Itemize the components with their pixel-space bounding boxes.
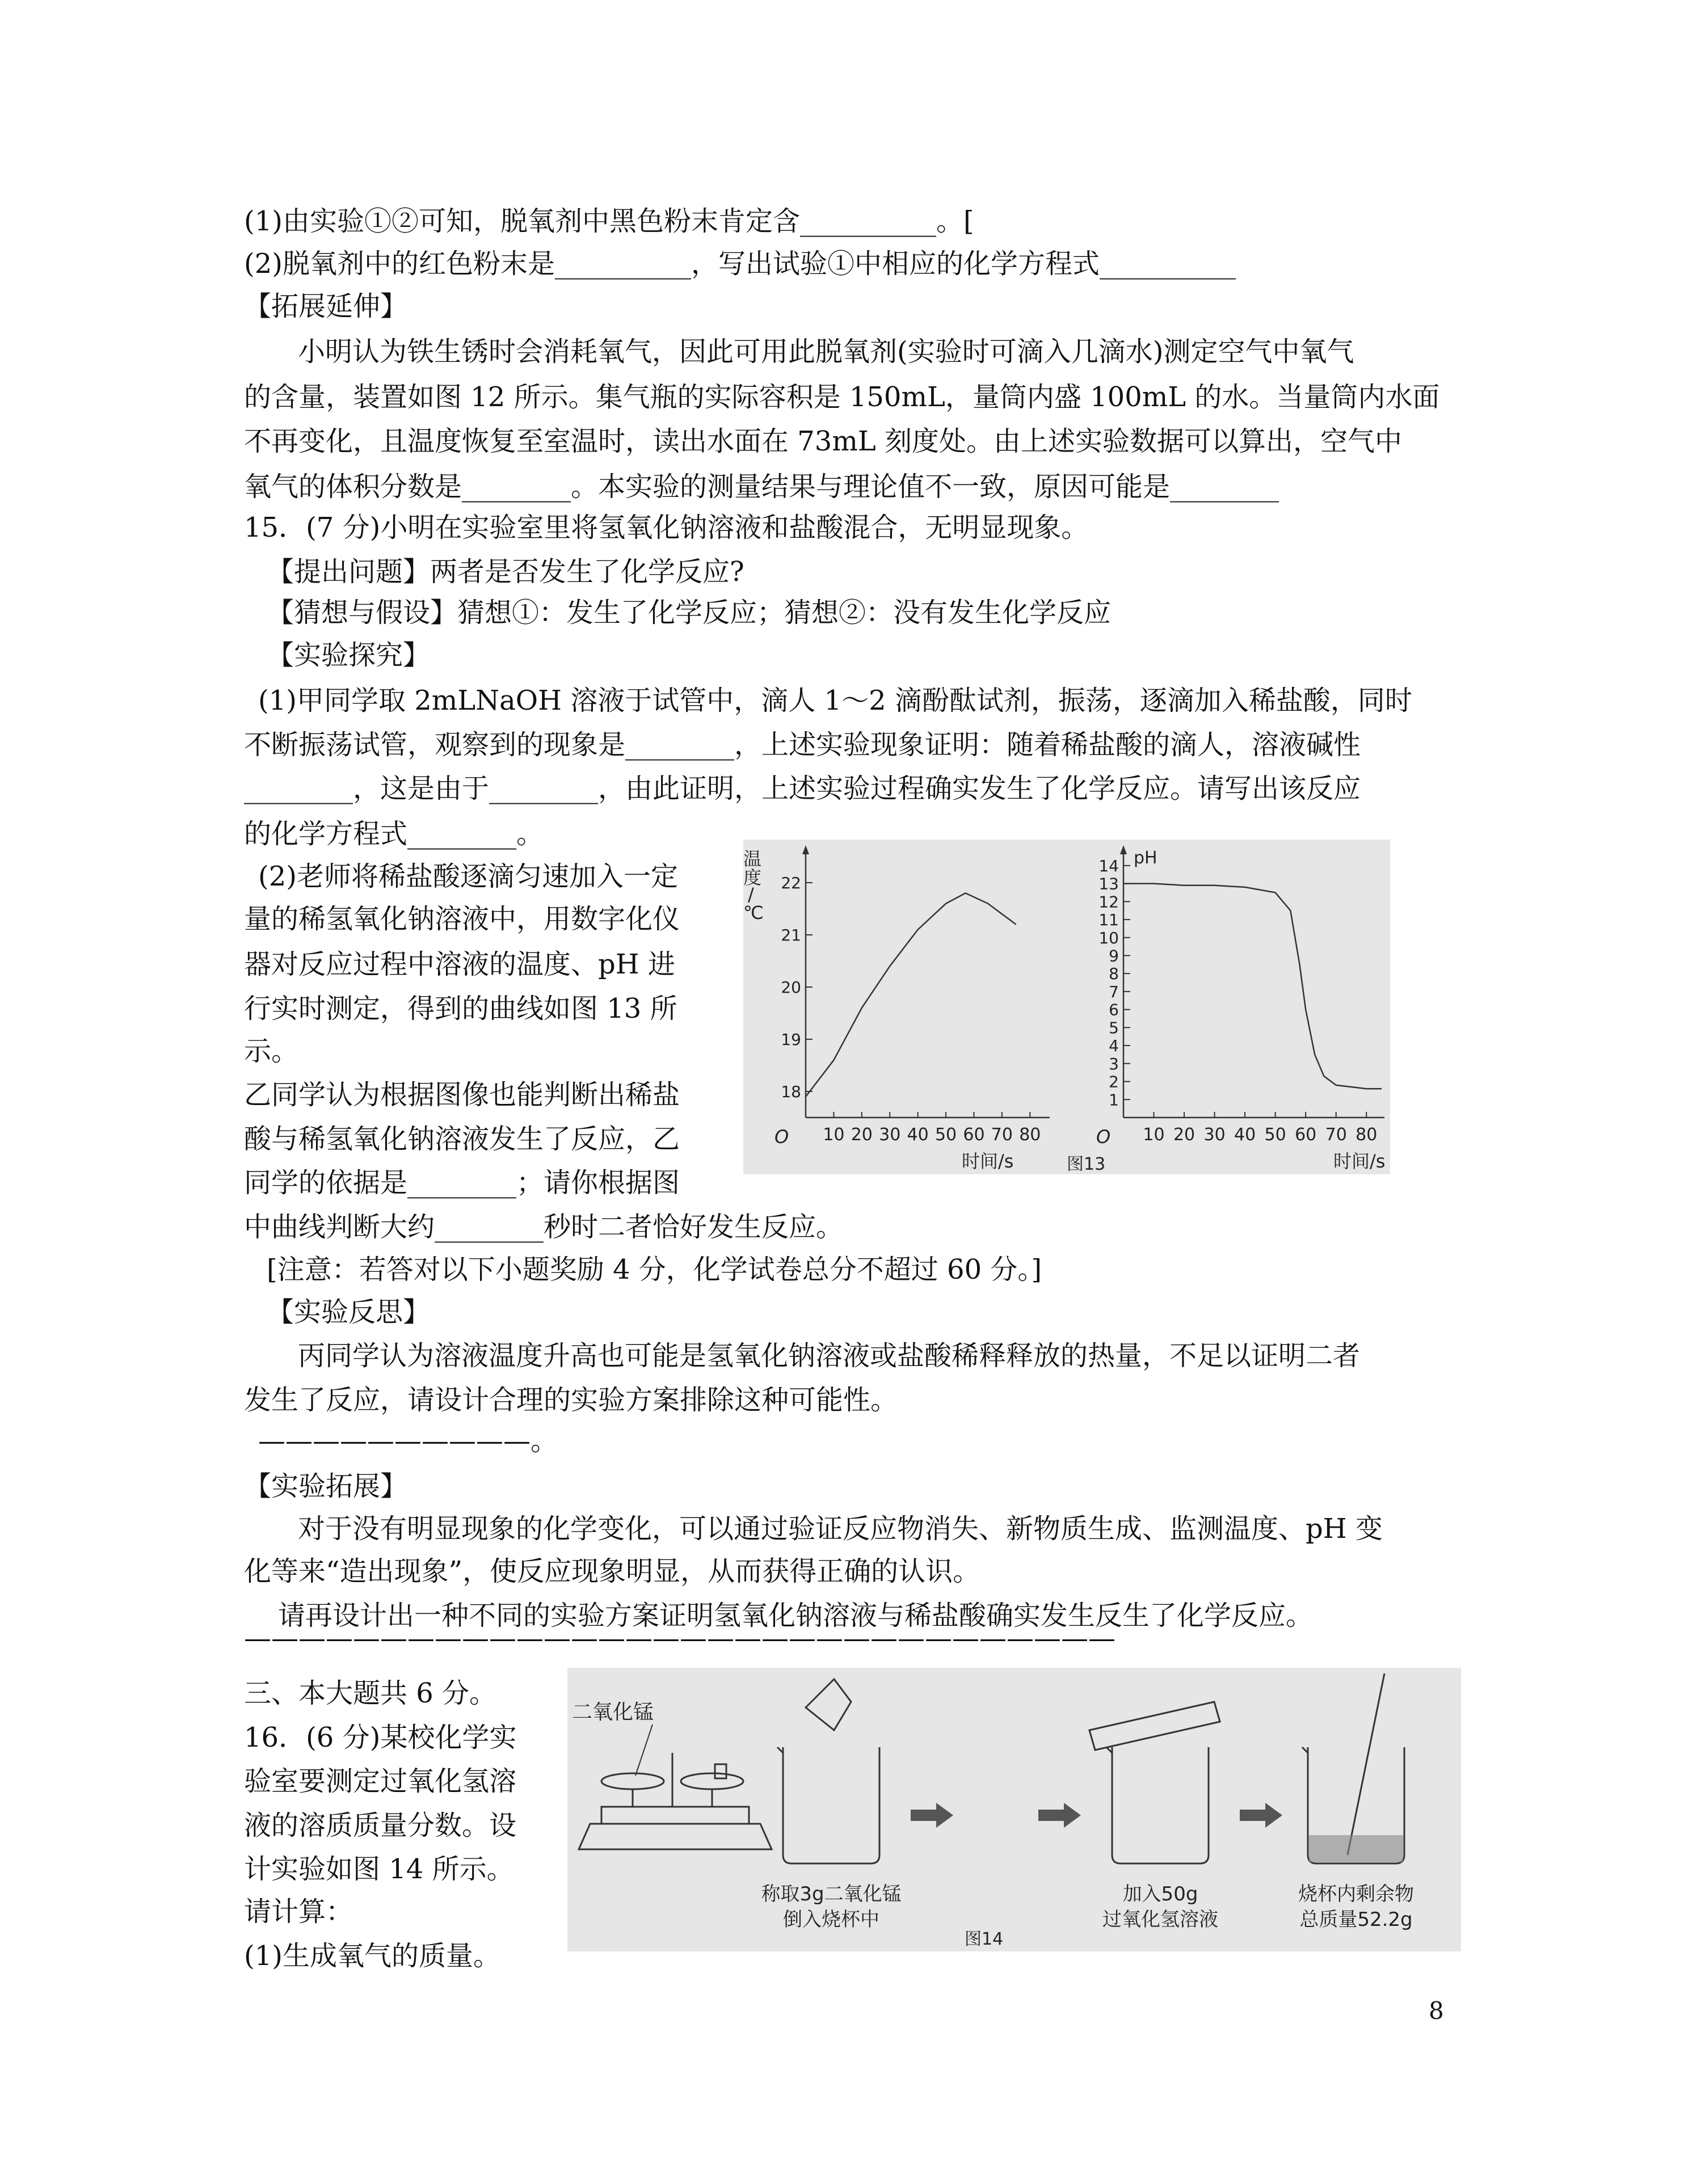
arrow-icon bbox=[1240, 1803, 1282, 1828]
paragraph-line: 对于没有明显现象的化学变化，可以通过验证反应物消失、新物质生成、监测温度、pH 变 bbox=[298, 1513, 1383, 1545]
temp-xtick-label: 50 bbox=[934, 1125, 957, 1145]
paragraph-line: 器对反应过程中溶液的温度、pH 进 bbox=[244, 948, 675, 980]
ph-xtick-label: 70 bbox=[1325, 1125, 1347, 1145]
bonus-note: [注意：若答对以下小题奖励 4 分，化学试卷总分不超过 60 分。] bbox=[267, 1254, 1042, 1285]
ph-ytick-label: 9 bbox=[1109, 946, 1119, 965]
temp-xtick-label: 30 bbox=[879, 1125, 901, 1145]
ph-ytick-label: 10 bbox=[1098, 928, 1119, 947]
paragraph-line: 行实时测定，得到的曲线如图 13 所 bbox=[244, 993, 677, 1024]
paragraph-line: 中曲线判断大约________秒时二者恰好发生反应。 bbox=[244, 1211, 844, 1243]
temperature-curve bbox=[806, 893, 1016, 1097]
ph-xtick-label: 60 bbox=[1295, 1125, 1317, 1145]
ph-ytick-label: 6 bbox=[1109, 1000, 1119, 1019]
temp-xtick-label: 40 bbox=[907, 1125, 929, 1145]
time-xlabel: 时间/s bbox=[962, 1150, 1014, 1172]
figure-14-svg bbox=[567, 1668, 1461, 1951]
step3-caption: 总质量52.2g bbox=[1299, 1908, 1413, 1931]
temp-xtick-label: 20 bbox=[851, 1125, 873, 1145]
paragraph-line: 液的溶质质量分数。设 bbox=[244, 1810, 517, 1841]
temp-xtick-label: 10 bbox=[823, 1125, 845, 1145]
paragraph-line: 不断振荡试管，观察到的现象是________，上述实验现象证明：随着稀盐酸的滴人，溶液碱性 bbox=[244, 729, 1361, 761]
section-tuozhan: 【拓展延伸】 bbox=[244, 290, 408, 322]
temp-y-arrow bbox=[802, 845, 809, 854]
paragraph-line: 的含量，装置如图 12 所示。集气瓶的实际容积是 150mL，量筒内盛 100mL 的水。当量筒内水面 bbox=[244, 381, 1440, 413]
paragraph-line: ________，这是由于________，由此证明，上述实验过程确实发生了化学反应。请写出该反应 bbox=[244, 773, 1361, 804]
paragraph-line: 氧气的体积分数是________。本实验的测量结果与理论值不一致，原因可能是________ bbox=[244, 471, 1279, 503]
paragraph-line: 示。 bbox=[244, 1035, 299, 1067]
ph-xtick-label: 50 bbox=[1264, 1125, 1286, 1145]
temperature-chart bbox=[743, 845, 1050, 1172]
section-shiyantanjiu: 【实验探究】 bbox=[267, 639, 431, 671]
time-xlabel: 时间/s bbox=[1333, 1150, 1386, 1172]
ph-ytick-label: 12 bbox=[1098, 892, 1119, 912]
temp-ylabel: ℃ bbox=[743, 902, 764, 924]
paragraph-line: 的化学方程式________。 bbox=[244, 818, 544, 850]
temp-xtick-label: 80 bbox=[1019, 1125, 1041, 1145]
section-fansi: 【实验反思】 bbox=[267, 1296, 431, 1328]
mno2-label: 二氧化锰 bbox=[572, 1701, 654, 1724]
temp-xtick-label: 70 bbox=[991, 1125, 1013, 1145]
step2-caption: 加入50g bbox=[1122, 1883, 1198, 1905]
ph-xtick-label: 40 bbox=[1234, 1125, 1256, 1145]
paragraph-line: 丙同学认为溶液温度升高也可能是氢氧化钠溶液或盐酸稀释释放的热量，不足以证明二者 bbox=[298, 1340, 1361, 1372]
answer-line: ———————————————————————————————— bbox=[244, 1622, 1115, 1654]
ph-xtick-label: 30 bbox=[1203, 1125, 1226, 1145]
paragraph-line: 不再变化，且温度恢复至室温时，读出水面在 73mL 刻度处。由上述实验数据可以算出，空气中 bbox=[244, 425, 1402, 457]
paragraph-line: (2)老师将稀盐酸逐滴匀速加入一定 bbox=[258, 861, 678, 892]
temp-ylabel: 温 bbox=[743, 848, 762, 870]
ph-y-arrow bbox=[1120, 845, 1127, 854]
beaker-icon bbox=[1106, 1747, 1209, 1863]
ph-xtick-label: 80 bbox=[1356, 1125, 1378, 1145]
figure-13 bbox=[743, 840, 1390, 1174]
section-tichuwenti: 【提出问题】两者是否发生了化学反应? bbox=[267, 556, 744, 588]
paragraph-line: 计实验如图 14 所示。 bbox=[244, 1853, 514, 1885]
paragraph-line: 乙同学认为根据图像也能判断出稀盐 bbox=[244, 1079, 680, 1111]
ph-ytick-label: 2 bbox=[1109, 1072, 1119, 1091]
ph-chart bbox=[1096, 845, 1385, 1172]
paragraph-line: 小明认为铁生锈时会消耗氧气，因此可用此脱氧剂(实验时可滴入几滴水)测定空气中氧气 bbox=[298, 336, 1354, 368]
question-16-title: 16．(6 分)某校化学实 bbox=[244, 1722, 517, 1753]
label-leader bbox=[635, 1725, 653, 1776]
figure-13-caption: 图13 bbox=[1067, 1154, 1106, 1174]
paragraph-line: 请计算： bbox=[244, 1896, 353, 1928]
paragraph-line: 量的稀氢氧化钠溶液中，用数字化仪 bbox=[244, 903, 680, 935]
origin-label: O bbox=[1096, 1126, 1111, 1148]
temp-ytick-label: 19 bbox=[781, 1030, 801, 1049]
page-number: 8 bbox=[1429, 1997, 1444, 2025]
ph-ytick-label: 4 bbox=[1109, 1036, 1119, 1056]
paragraph-line: 酸与稀氢氧化钠溶液发生了反应，乙 bbox=[244, 1123, 680, 1155]
ph-ytick-label: 11 bbox=[1098, 910, 1119, 930]
section-tuozhan-2: 【实验拓展】 bbox=[244, 1470, 408, 1502]
temp-ylabel: 度 bbox=[743, 867, 762, 888]
temp-xtick-label: 60 bbox=[963, 1125, 985, 1145]
ph-ytick-label: 1 bbox=[1109, 1090, 1119, 1110]
paragraph-line: 验室要测定过氧化氢溶 bbox=[244, 1765, 517, 1797]
beaker-icon bbox=[777, 1679, 879, 1863]
ph-ytick-label: 3 bbox=[1109, 1054, 1119, 1073]
paragraph-line: 化等来“造出现象”，使反应现象明显，从而获得正确的认识。 bbox=[244, 1555, 980, 1587]
ph-xtick-label: 10 bbox=[1143, 1125, 1165, 1145]
paragraph-line: 请再设计出一种不同的实验方案证明氢氧化钠溶液与稀盐酸确实发生反生了化学反应。 bbox=[278, 1600, 1314, 1631]
ph-ytick-label: 8 bbox=[1109, 964, 1119, 984]
section-caixiang: 【猜想与假设】猜想①：发生了化学反应；猜想②：没有发生化学反应 bbox=[267, 597, 1112, 629]
step1-caption: 称取3g二氧化锰 bbox=[761, 1883, 902, 1905]
figure-13-svg bbox=[743, 840, 1390, 1174]
question-15-title: 15．(7 分)小明在实验室里将氢氧化钠溶液和盐酸混合，无明显现象。 bbox=[244, 512, 1089, 543]
ph-ytick-label: 14 bbox=[1098, 856, 1119, 875]
paragraph-line: (1)甲同学取 2mLNaOH 溶液于试管中，滴人 1～2 滴酚酞试剂，振荡，逐滴加入稀盐酸，同时 bbox=[258, 685, 1412, 716]
arrow-icon bbox=[911, 1803, 953, 1828]
ph-ytick-label: 7 bbox=[1109, 982, 1119, 1001]
answer-line: ——————————。 bbox=[258, 1425, 558, 1457]
paragraph-line: 发生了反应，请设计合理的实验方案排除这种可能性。 bbox=[244, 1384, 898, 1416]
origin-label: O bbox=[774, 1126, 789, 1148]
q13-sub2-blank: (2)脱氧剂中的红色粉末是__________，写出试验①中相应的化学方程式__________ bbox=[244, 248, 1236, 280]
temp-ytick-label: 20 bbox=[781, 978, 801, 997]
balance-illustration bbox=[579, 1753, 772, 1849]
step2-caption: 过氧化氢溶液 bbox=[1102, 1908, 1218, 1931]
temp-ylabel: / bbox=[748, 884, 754, 905]
paragraph-line: (1)生成氧气的质量。 bbox=[244, 1940, 500, 1972]
temp-ytick-label: 18 bbox=[781, 1082, 801, 1101]
ph-ytick-label: 5 bbox=[1109, 1018, 1119, 1038]
beaker-icon bbox=[1302, 1673, 1404, 1863]
figure-14 bbox=[567, 1668, 1461, 1951]
arrow-icon bbox=[1038, 1803, 1081, 1828]
step1-caption: 倒入烧杯中 bbox=[783, 1908, 879, 1931]
paragraph-line: 同学的依据是________；请你根据图 bbox=[244, 1167, 680, 1199]
q13-sub1-blank: (1)由实验①②可知，脱氧剂中黑色粉末肯定含__________。[ bbox=[244, 205, 974, 237]
section-three-title: 三、本大题共 6 分。 bbox=[244, 1677, 497, 1709]
liquid-residue bbox=[1309, 1835, 1403, 1862]
ph-ylabel: pH bbox=[1134, 848, 1157, 868]
ph-xtick-label: 20 bbox=[1173, 1125, 1196, 1145]
ph-curve bbox=[1123, 884, 1382, 1089]
temp-ytick-label: 21 bbox=[781, 926, 801, 945]
ph-ytick-label: 13 bbox=[1098, 874, 1119, 893]
temp-ytick-label: 22 bbox=[781, 874, 801, 892]
figure-14-caption: 图14 bbox=[965, 1929, 1004, 1949]
graduated-cylinder-icon bbox=[1089, 1702, 1220, 1750]
step3-caption: 烧杯内剩余物 bbox=[1298, 1883, 1414, 1905]
